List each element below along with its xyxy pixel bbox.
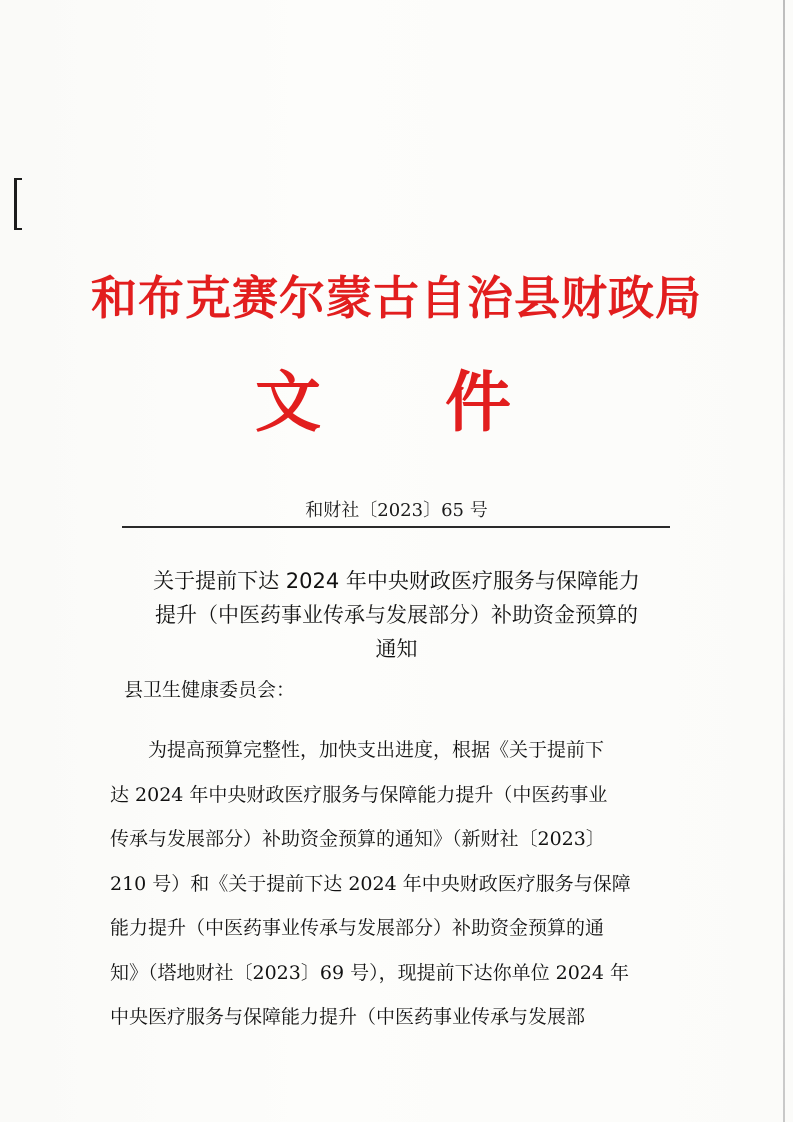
addressee: 县卫生健康委员会：: [124, 679, 296, 701]
body-line-2: 达 2024 年中央财政医疗服务与保障能力提升（中医药事业: [110, 783, 608, 806]
notice-body: [110, 728, 670, 1040]
document-number: 和财社〔2023〕65 号: [305, 500, 488, 521]
notice-title-line-3: 通知: [375, 637, 418, 661]
body-line-6: 知》（塔地财社〔2023〕69 号），现提前下达你单位 2024 年: [110, 961, 630, 984]
document-label-char-1: 文: [255, 363, 321, 441]
body-line-3: 传承与发展部分）补助资金预算的通知》（新财社〔2023〕: [110, 828, 605, 850]
document-label-char-2: 件: [445, 363, 511, 441]
header-divider-rule: [122, 526, 670, 528]
binding-bracket-mark: [14, 178, 22, 230]
notice-title: [0, 564, 793, 666]
body-line-4: 210 号）和《关于提前下达 2024 年中央财政医疗服务与保障: [110, 872, 631, 895]
body-line-1: 为提高预算完整性，加快支出进度，根据《关于提前下: [148, 739, 605, 761]
body-line-7: 中央医疗服务与保障能力提升（中医药事业传承与发展部: [110, 1006, 586, 1028]
issuing-org-title: 和布克赛尔蒙古自治县财政局: [91, 271, 702, 325]
notice-title-line-2: 提升（中医药事业传承与发展部分）补助资金预算的: [155, 603, 638, 627]
page-edge-shadow: [783, 0, 785, 1122]
notice-title-line-1: 关于提前下达 2024 年中央财政医疗服务与保障能力: [153, 569, 640, 593]
body-line-5: 能力提升（中医药事业传承与发展部分）补助资金预算的通: [110, 917, 605, 939]
